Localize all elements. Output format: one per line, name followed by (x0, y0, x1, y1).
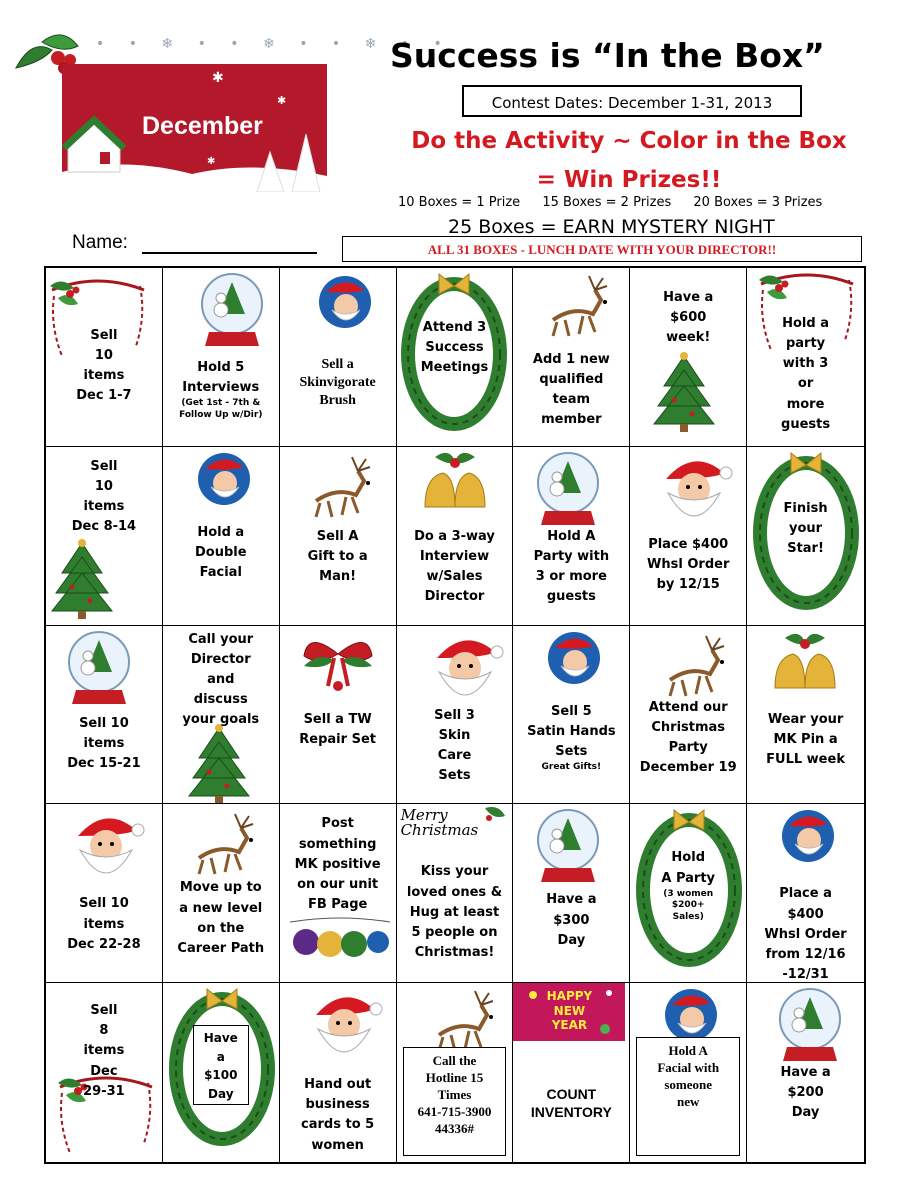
activity-note: (3 women $200+ Sales) (663, 888, 714, 923)
activity-label: Call the Hotline 15 Times 641-715-3900 44336# (417, 1053, 492, 1136)
activity-box[interactable] (46, 626, 163, 805)
activity-label: Sell a Skinvigorate Brush (299, 357, 376, 409)
snow-globe-icon (533, 449, 603, 533)
svg-text:✱: ✱ (207, 156, 216, 167)
santa-ornament-icon (539, 628, 609, 692)
activity-box[interactable] (280, 268, 397, 447)
activity-label: Do a 3-way Interview w/Sales Director (414, 528, 495, 605)
santa-face-icon (66, 806, 146, 890)
snow-globe-icon (197, 270, 267, 354)
activity-label: Attend our Christmas Party December 19 (639, 699, 737, 776)
prize-tier: 20 Boxes = 3 Prizes (693, 195, 823, 210)
activity-box[interactable] (397, 804, 514, 983)
activity-box[interactable] (513, 268, 630, 447)
activity-text (49, 457, 159, 538)
activity-box[interactable] (630, 447, 747, 626)
activity-note: (Get 1st - 7th & Follow Up w/Dir) (179, 398, 263, 420)
activity-text (166, 358, 276, 422)
icon-caption: HAPPY NEW YEAR (546, 989, 593, 1032)
activity-box[interactable] (513, 983, 630, 1162)
activity-box[interactable] (747, 447, 864, 626)
activity-label: Sell a TW Repair Set (299, 711, 376, 747)
reindeer-icon (660, 630, 730, 704)
activity-text (400, 862, 510, 963)
santa-face-icon (654, 449, 734, 533)
activity-box[interactable] (397, 268, 514, 447)
activity-text (633, 698, 743, 779)
santa-face-icon (304, 985, 384, 1069)
activity-box[interactable] (163, 983, 280, 1162)
activity-label: Add 1 new qualified team member (532, 352, 610, 428)
activity-text (49, 326, 159, 407)
tagline-line-2: = Win Prizes!! (536, 167, 722, 193)
activity-box[interactable] (46, 268, 163, 447)
activity-label: Hand out business cards to 5 women (301, 1077, 375, 1153)
activity-text (49, 894, 159, 954)
activity-box[interactable] (280, 804, 397, 983)
activity-text (49, 714, 159, 774)
activity-text (750, 1063, 861, 1123)
activity-text (400, 527, 510, 608)
activity-text (750, 884, 861, 983)
activity-text (516, 702, 626, 774)
activity-label: Call your Director and discuss your goals (182, 631, 260, 728)
snow-globe-icon (533, 806, 603, 890)
activity-text (633, 848, 743, 923)
svg-text:✱: ✱ (277, 94, 287, 107)
activity-label: Hold A Party with 3 or more guests (533, 528, 610, 605)
activity-box[interactable] (163, 626, 280, 805)
reindeer-icon (543, 270, 613, 344)
activity-label: Hold A Party (661, 850, 716, 886)
name-label: Name: (72, 232, 128, 253)
activity-label: Sell 10 items Dec 8-14 (71, 458, 137, 535)
activity-box[interactable] (280, 626, 397, 805)
activity-grid (44, 266, 866, 1164)
activity-box[interactable] (747, 626, 864, 805)
activity-text (283, 1075, 393, 1156)
activity-label: Hold 5 Interviews (182, 360, 260, 396)
activity-label: Place a $400 Whsl Order from 12/16 -12/31 (764, 886, 847, 982)
activity-label: Place $400 Whsl Order by 12/15 (647, 536, 730, 593)
activity-box[interactable] (163, 268, 280, 447)
activity-label: Have a $200 Day (780, 1065, 831, 1121)
activity-label: Attend 3 Success Meetings (420, 320, 489, 376)
activity-text (750, 499, 861, 559)
activity-text (283, 710, 393, 750)
reindeer-icon (189, 808, 259, 882)
mystery-night-text: 25 Boxes = EARN MYSTERY NIGHT (448, 216, 775, 236)
christmas-tree-icon (187, 722, 251, 805)
activity-label: Have a $300 Day (546, 892, 597, 948)
activity-text (166, 523, 276, 583)
december-card (62, 64, 327, 192)
activity-label: Sell 10 items Dec 22-28 (67, 896, 141, 952)
christmas-tree-icon (50, 537, 114, 625)
name-field-line[interactable] (142, 252, 317, 254)
reindeer-icon (306, 451, 376, 525)
activity-label: Have a $600 week! (663, 290, 714, 346)
snowflake-row: • • ❄ • • ❄ • • ❄ • • (96, 36, 452, 52)
activity-label: COUNT INVENTORY (530, 1086, 612, 1121)
activity-text (516, 350, 626, 431)
activity-label: Sell 10 items Dec 1-7 (76, 328, 132, 404)
activity-box[interactable] (747, 804, 864, 983)
activity-box[interactable] (630, 268, 747, 447)
activity-box[interactable] (630, 626, 747, 805)
activity-box[interactable] (513, 447, 630, 626)
activity-text (400, 318, 510, 378)
activity-box[interactable] (46, 447, 163, 626)
activity-label: Move up to a new level on the Career Path (177, 880, 265, 956)
bow-icon (298, 626, 378, 700)
activity-text (166, 878, 276, 959)
activity-text (49, 1001, 159, 1102)
activity-box[interactable] (46, 804, 163, 983)
activity-box[interactable] (513, 804, 630, 983)
activity-text (283, 527, 393, 587)
lunch-banner: ALL 31 BOXES - LUNCH DATE WITH YOUR DIRECTOR!! (342, 236, 862, 262)
activity-text (516, 527, 626, 608)
activity-box[interactable] (280, 447, 397, 626)
activity-box[interactable] (747, 983, 864, 1162)
month-label: December (142, 112, 263, 140)
activity-text (166, 630, 276, 731)
activity-text (633, 288, 743, 348)
prize-tiers (398, 195, 868, 210)
activity-text (516, 890, 626, 950)
activity-label: Sell 5 Satin Hands Sets (527, 703, 616, 759)
santa-ornament-icon (310, 272, 380, 336)
activity-note: Great Gifts! (541, 762, 602, 773)
activity-label: Hold a party with 3 or more guests (781, 316, 831, 432)
prize-tier: 15 Boxes = 2 Prizes (542, 195, 672, 210)
prize-tier: 10 Boxes = 1 Prize (398, 195, 521, 210)
activity-label: Kiss your loved ones & Hug at least 5 people on Christmas! (406, 864, 503, 960)
christmas-tree-icon (652, 350, 716, 438)
contest-dates-box: Contest Dates: December 1-31, 2013 (462, 85, 802, 117)
page-title: Success is “In the Box” (390, 36, 825, 75)
activity-text (400, 706, 510, 787)
activity-text (633, 535, 743, 595)
activity-text (750, 314, 861, 435)
activity-text (633, 1043, 743, 1111)
activity-label: Wear your MK Pin a FULL week (766, 711, 845, 767)
activity-label: Finish your Star! (783, 500, 828, 557)
activity-label: Hold A Facial with someone new (657, 1043, 720, 1109)
activity-label: Sell 8 items Dec 29-31 (83, 1003, 125, 1099)
activity-label: Sell A Gift to a Man! (307, 528, 368, 585)
bells-icon (765, 628, 845, 702)
activity-box[interactable] (397, 983, 514, 1162)
tagline-line-1: Do the Activity ~ Color in the Box (411, 128, 847, 154)
activity-text (750, 710, 861, 770)
activity-label: Have a $100 Day (203, 1031, 238, 1101)
activity-box[interactable] (630, 804, 747, 983)
activity-label: Post something MK positive on our unit FB Page (294, 816, 381, 912)
santa-face-icon (425, 628, 505, 712)
activity-text (283, 356, 393, 411)
activity-text (516, 1085, 626, 1121)
activity-text (193, 1029, 249, 1103)
activity-label: Sell 3 Skin Care Sets (434, 707, 475, 784)
activity-label: Sell 10 items Dec 15-21 (67, 715, 141, 771)
activity-text (400, 1053, 510, 1137)
snow-globe-icon (64, 628, 134, 712)
activity-box[interactable] (747, 268, 864, 447)
snow-globe-icon (775, 985, 845, 1069)
activity-box[interactable] (163, 447, 280, 626)
activity-box[interactable] (630, 983, 747, 1162)
activity-box[interactable] (513, 626, 630, 805)
bells-icon (415, 447, 495, 521)
activity-box[interactable] (163, 804, 280, 983)
icon-caption: Merry Christmas (400, 806, 479, 840)
activity-label: Hold a Double Facial (194, 524, 247, 581)
svg-text:✱: ✱ (212, 70, 224, 86)
activity-box[interactable] (397, 447, 514, 626)
ornaments-icon (290, 916, 390, 964)
activity-box[interactable] (397, 626, 514, 805)
activity-text (283, 814, 393, 915)
activity-box[interactable] (280, 983, 397, 1162)
activity-box[interactable] (46, 983, 163, 1162)
santa-ornament-icon (773, 806, 843, 870)
santa-ornament-icon (189, 449, 259, 513)
